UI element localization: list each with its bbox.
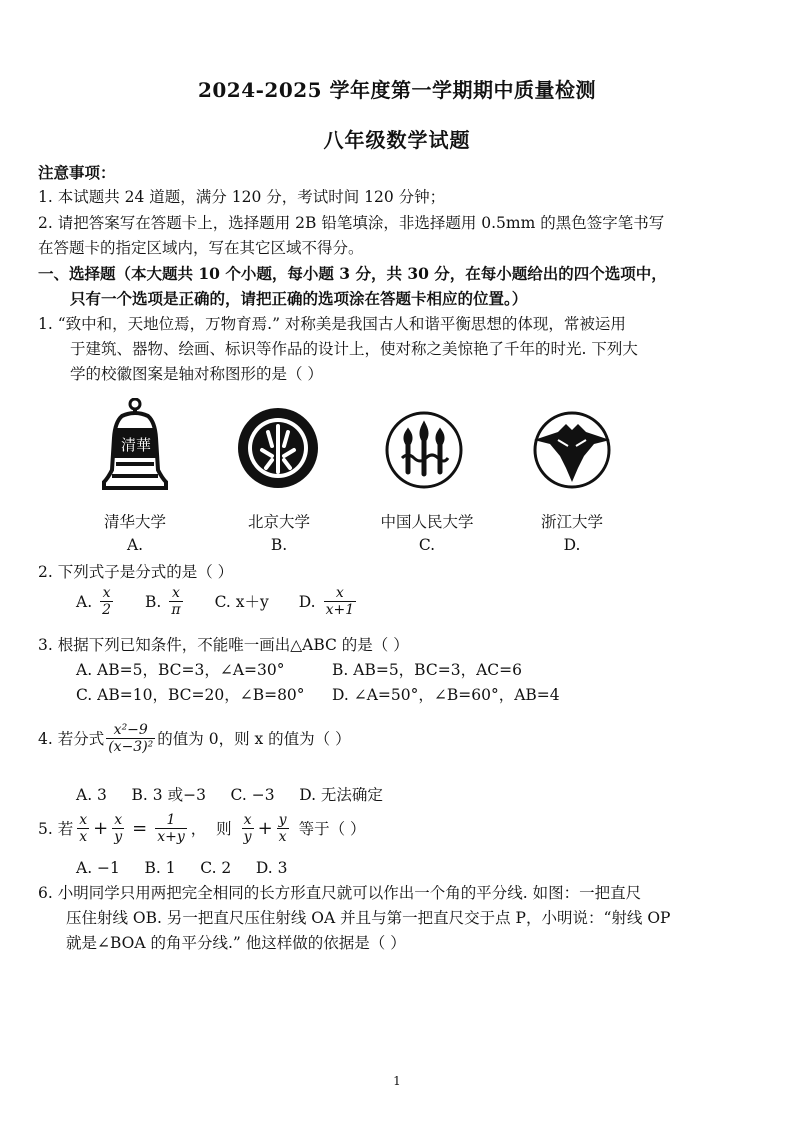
notes-item-2b: 在答题卡的指定区域内，写在其它区域不得分。 bbox=[38, 239, 364, 257]
q5-f3-den: x+y bbox=[157, 829, 185, 845]
q1-option-b-letter: B. bbox=[270, 536, 288, 554]
q2-b-den: π bbox=[171, 602, 181, 618]
q5-suffix: 等于（ ） bbox=[298, 819, 366, 838]
q4-suffix: 的值为 0，则 x 的值为（ ） bbox=[157, 729, 351, 748]
q2-b-num: x bbox=[172, 585, 180, 601]
q5-frac-4 bbox=[242, 812, 254, 845]
q5-stem bbox=[38, 812, 366, 845]
renmin-emblem-icon bbox=[384, 410, 464, 490]
q2-option-a-fraction bbox=[100, 585, 113, 618]
q1-line-2: 于建筑、器物、绘画、标识等作品的设计上，使对称之美惊艳了千年的时光. 下列大 bbox=[70, 340, 638, 358]
q5-f2-num: x bbox=[114, 812, 123, 828]
q2-a-num: x bbox=[102, 585, 111, 601]
q1-option-c-letter: C. bbox=[418, 536, 436, 554]
q1-option-c-name: 中国人民大学 bbox=[380, 513, 474, 531]
q4-num: x²−9 bbox=[113, 722, 148, 738]
q1-line-1: 1. “致中和，天地位焉，万物育焉.” 对称美是我国古人和谐平衡思想的体现，常被运用 bbox=[38, 315, 626, 333]
q4-fraction bbox=[106, 722, 155, 755]
q5-prefix: 5. 若 bbox=[38, 819, 74, 838]
q5-f4-den: y bbox=[243, 829, 252, 845]
q6-line-3: 就是∠BOA 的角平分线.” 他这样做的依据是（ ） bbox=[66, 934, 406, 952]
q6-line-2: 压住射线 OB. 另一把直尺压住射线 OA 并且与第一把直尺交于点 P，小明说：“射线 OP bbox=[66, 909, 671, 927]
q5-frac-2 bbox=[112, 812, 124, 845]
q6-line-1: 6. 小明同学只用两把完全相同的长方形直尺就可以作出一个角的平分线. 如图：一把直尺 bbox=[38, 884, 642, 902]
q5-f1-num: x bbox=[79, 812, 88, 828]
q1-option-b-name: 北京大学 bbox=[247, 513, 310, 531]
q1-option-d-name: 浙江大学 bbox=[540, 513, 603, 531]
q3-option-d: D. ∠A=50°，∠B=60°，AB=4 bbox=[332, 686, 560, 704]
q2-d-num: x bbox=[335, 585, 344, 601]
section-1-line-2: 只有一个选项是正确的，请把正确的选项涂在答题卡相应的位置。） bbox=[70, 289, 528, 308]
q5-equals: = bbox=[132, 817, 148, 839]
q5-f3-num: 1 bbox=[166, 812, 176, 828]
q5-mid: ， 则 bbox=[190, 819, 232, 838]
q5-f5-num: y bbox=[278, 812, 287, 828]
q5-plus-2: + bbox=[257, 817, 273, 839]
peking-emblem-icon bbox=[236, 406, 320, 490]
q4-options: A. 3 B. 3 或−3 C. −3 D. 无法确定 bbox=[76, 786, 383, 804]
q2-option-a-label: A. bbox=[76, 592, 93, 611]
q5-plus-1: + bbox=[93, 817, 109, 839]
q5-f4-num: x bbox=[243, 812, 252, 828]
q1-option-d-letter: D. bbox=[563, 536, 581, 554]
q2-options bbox=[76, 585, 358, 618]
q5-options: A. −1 B. 1 C. 2 D. 3 bbox=[76, 859, 288, 877]
q1-line-3: 学的校徽图案是轴对称图形的是（ ） bbox=[70, 365, 323, 383]
notes-item-2a: 2. 请把答案写在答题卡上，选择题用 2B 铅笔填涂，非选择题用 0.5mm 的黑色签字笔书写 bbox=[38, 214, 665, 232]
q4-stem bbox=[38, 722, 351, 755]
q4-prefix: 4. 若分式 bbox=[38, 729, 105, 748]
exam-subtitle: 八年级数学试题 bbox=[323, 128, 471, 152]
q1-option-a-letter: A. bbox=[126, 536, 144, 554]
q5-f5-den: x bbox=[278, 829, 287, 845]
q1-option-a-name: 清华大学 bbox=[103, 513, 166, 531]
q3-option-a: A. AB=5，BC=3，∠A=30° bbox=[76, 661, 285, 679]
q3-option-b: B. AB=5，BC=3，AC=6 bbox=[332, 661, 522, 679]
q5-frac-3 bbox=[155, 812, 187, 845]
q3-stem: 3. 根据下列已知条件，不能唯一画出△ABC 的是（ ） bbox=[38, 636, 409, 654]
q2-option-b-fraction bbox=[169, 585, 182, 618]
q5-frac-5 bbox=[277, 812, 289, 845]
q2-stem: 2. 下列式子是分式的是（ ） bbox=[38, 563, 234, 581]
section-1-line-1: 一、选择题（本大题共 10 个小题，每小题 3 分，共 30 分，在每小题给出的四个选项中， bbox=[38, 264, 667, 283]
q2-option-c: C. x＋y bbox=[214, 592, 269, 611]
q2-option-d-fraction bbox=[324, 585, 357, 618]
tsinghua-bell-emblem-icon bbox=[100, 398, 170, 496]
notes-heading: 注意事项： bbox=[38, 163, 116, 182]
q2-option-d-label: D. bbox=[298, 592, 316, 611]
q2-d-den: x+1 bbox=[325, 602, 355, 618]
q5-f1-den: x bbox=[79, 829, 88, 845]
exam-title: 2024-2025 学年度第一学期期中质量检测 bbox=[197, 78, 597, 102]
q5-frac-1 bbox=[77, 812, 89, 845]
q2-a-den: 2 bbox=[102, 602, 112, 618]
notes-item-1: 1. 本试题共 24 道题，满分 120 分，考试时间 120 分钟； bbox=[38, 188, 446, 206]
svg-text:清華: 清華 bbox=[121, 436, 152, 454]
zhejiang-eagle-emblem-icon bbox=[528, 410, 616, 490]
page-number: 1 bbox=[393, 1074, 401, 1088]
q3-option-c: C. AB=10，BC=20，∠B=80° bbox=[76, 686, 305, 704]
q5-f2-den: y bbox=[114, 829, 123, 845]
q4-den: (x−3)² bbox=[108, 739, 154, 755]
q2-option-b-label: B. bbox=[145, 592, 162, 611]
